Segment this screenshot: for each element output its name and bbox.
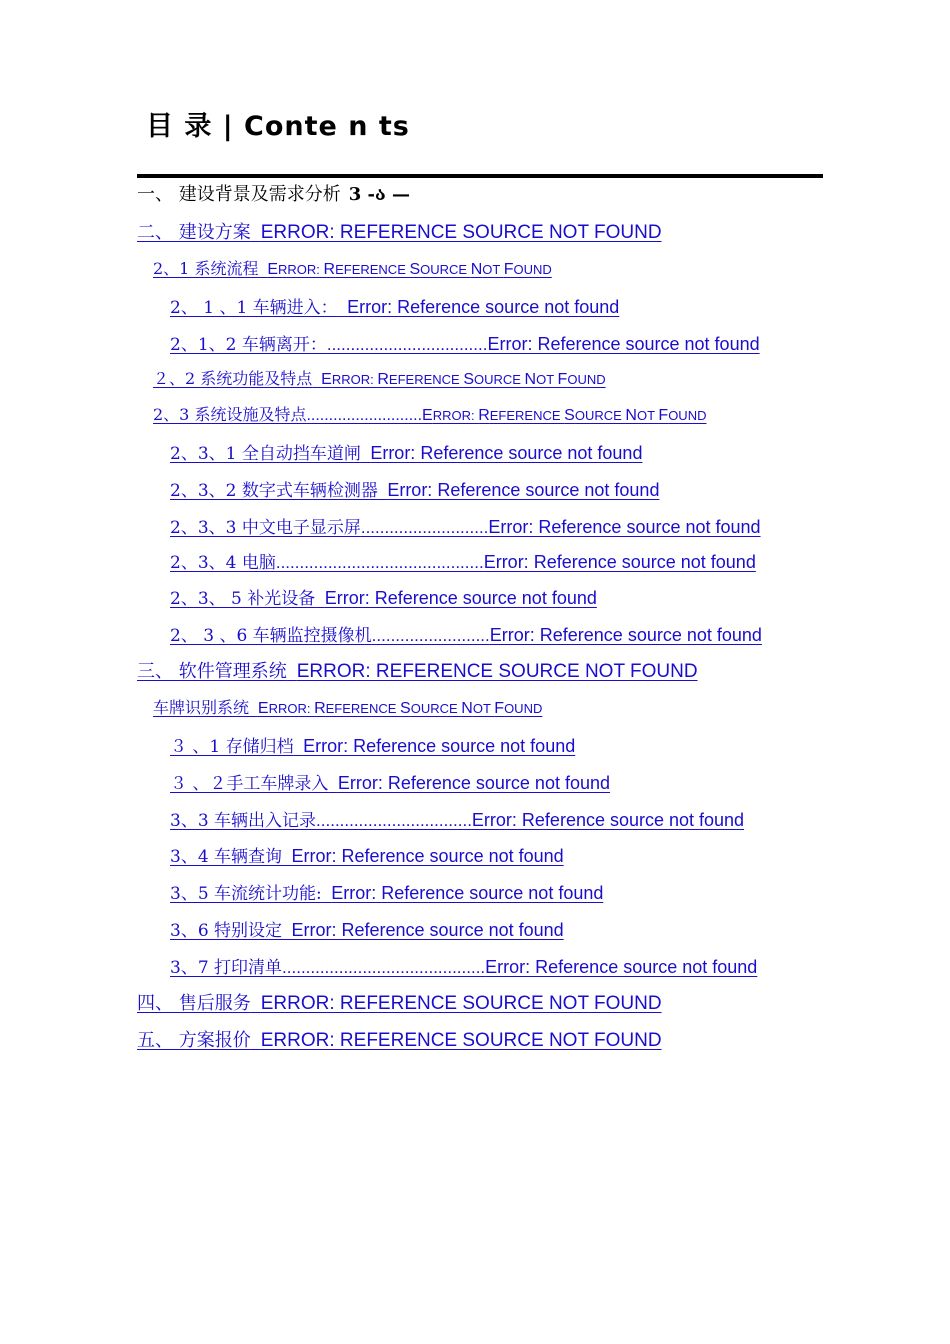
- toc-entry-label: 一、 建设背景及需求分析: [137, 184, 341, 205]
- toc-gap: [251, 993, 261, 1014]
- toc-entry-level-3[interactable]: [170, 879, 603, 904]
- toc-entry-level-2[interactable]: [153, 256, 552, 279]
- toc-entry-level-3[interactable]: [170, 769, 610, 794]
- toc-gap: [378, 481, 387, 501]
- toc-entry-label: ３ 、1 存储归档: [170, 737, 294, 757]
- toc-entry-label: ３ 、２手工车牌录入: [170, 774, 329, 794]
- toc-entry-page-reference: ERROR: REFERENCE SOURCE NOT FOUND: [296, 661, 698, 682]
- toc-entry-label: 四、 售后服务: [137, 993, 251, 1014]
- toc-entry-level-3[interactable]: [170, 548, 756, 573]
- toc-entry-level-3[interactable]: [170, 806, 744, 831]
- toc-entry-level-3[interactable]: [170, 842, 564, 867]
- toc-entry-label: 车牌识别系统: [153, 698, 250, 717]
- toc-entry-level-3[interactable]: [170, 330, 760, 355]
- toc-entry-page-reference: Error: Reference source not found: [291, 846, 564, 866]
- toc-leader-dots: ...........................................: [282, 958, 486, 977]
- toc-entry-page-reference: ERROR: REFERENCE SOURCE NOT FOUND: [260, 993, 662, 1014]
- toc-entry-page-reference: Error: Reference source not found: [487, 334, 760, 354]
- toc-entry-label: 2、3、1 全自动挡车道闸: [170, 444, 361, 464]
- toc-entry-page-reference: ERROR: REFERENCE SOURCE NOT FOUND: [321, 371, 606, 388]
- toc-entry-label: 3、7 打印清单: [170, 958, 283, 978]
- toc-entry-label: 2、 3 、6 车辆监控摄像机: [170, 626, 372, 646]
- toc-entry-level-2[interactable]: [153, 695, 542, 718]
- toc-entry-page-reference: Error: Reference source not found: [489, 625, 762, 645]
- toc-leader-dots: ..........................: [306, 407, 423, 424]
- toc-entry-label: 五、 方案报价: [137, 1030, 251, 1051]
- toc-leader-dots: ..................................: [326, 335, 488, 354]
- toc-entry-label: 2、1 系统流程: [153, 259, 259, 278]
- toc-entry-level-3[interactable]: [170, 476, 659, 501]
- toc-entry-page-reference: Error: Reference source not found: [370, 443, 643, 463]
- toc-entry-label: 2、3 系统设施及特点: [153, 405, 307, 424]
- toc-entry-page-reference: ERROR: REFERENCE SOURCE NOT FOUND: [260, 1030, 662, 1051]
- toc-gap: [251, 222, 261, 243]
- toc-entry-level-3[interactable]: [170, 584, 597, 609]
- toc-entry-label: 2、3、4 电脑: [170, 553, 276, 573]
- toc-entry-label: 二、 建设方案: [137, 222, 251, 243]
- toc-gap: [338, 298, 347, 318]
- toc-gap: [328, 774, 337, 794]
- toc-entry-level-3[interactable]: [170, 953, 757, 978]
- toc-entry-label: 3、3 车辆出入记录: [170, 811, 317, 831]
- toc-entry-level-3[interactable]: [170, 513, 761, 538]
- toc-gap: [251, 1030, 261, 1051]
- toc-entry-level-1[interactable]: [137, 218, 662, 244]
- toc-gap: [312, 371, 321, 389]
- toc-entry-level-3[interactable]: [170, 732, 575, 757]
- toc-gap: [249, 700, 258, 718]
- toc-entry-page-reference: Error: Reference source not found: [291, 920, 564, 940]
- toc-entry-page-reference: Error: Reference source not found: [324, 588, 597, 608]
- toc-entry-label: 2、3、 5 补光设备: [170, 589, 316, 609]
- toc-entry-page-reference: Error: Reference source not found: [387, 480, 660, 500]
- toc-gap: [287, 661, 297, 682]
- toc-entry-label: 3、5 车流统计功能:: [170, 884, 322, 904]
- toc-gap: [322, 884, 331, 904]
- toc-entry-label: 2、3、3 中文电子显示屏: [170, 518, 361, 538]
- toc-entry-label: 3、6 特别设定: [170, 921, 283, 941]
- toc-entry-page-reference: Error: Reference source not found: [331, 883, 604, 903]
- toc-leader-dots: .........................: [371, 626, 490, 645]
- toc-entry-level-3[interactable]: [170, 293, 619, 318]
- toc-entry-page-reference: Error: Reference source not found: [485, 957, 758, 977]
- toc-entry-level-1[interactable]: [137, 989, 662, 1015]
- toc-gap: [315, 589, 324, 609]
- toc-entry-level-3[interactable]: [170, 916, 564, 941]
- page-title: 目 录 | Conte n ts: [146, 111, 410, 142]
- toc-gap: [294, 737, 303, 757]
- toc-gap: [282, 921, 291, 941]
- toc-entry-page-reference: Error: Reference source not found: [488, 517, 761, 537]
- toc-entry-page-reference: Error: Reference source not found: [347, 297, 620, 317]
- toc-gap: [258, 261, 267, 279]
- toc-leader-dots: ............................................: [275, 553, 484, 572]
- toc-entry-level-2[interactable]: [153, 366, 606, 389]
- toc-entry-level-1[interactable]: [137, 657, 698, 683]
- toc-gap: [282, 847, 291, 867]
- toc-entry-page-reference: ERROR: REFERENCE SOURCE NOT FOUND: [267, 261, 552, 278]
- title-rule: [137, 174, 823, 178]
- toc-entry-page-reference: Error: Reference source not found: [483, 552, 756, 572]
- toc-gap: [361, 444, 370, 464]
- toc-entry-label: 2、3、2 数字式车辆检测器: [170, 481, 378, 501]
- toc-leader-dots: .................................: [316, 811, 472, 830]
- toc-entry-label: 2、1、2 车辆离开：: [170, 335, 327, 355]
- toc-entry-page-reference: Error: Reference source not found: [471, 810, 745, 830]
- toc-entry-level-3[interactable]: [170, 621, 762, 646]
- toc-entry-page-reference: Error: Reference source not found: [337, 773, 611, 793]
- toc-entry-level-1: [137, 180, 410, 206]
- toc-entry-page-reference: ERROR: REFERENCE SOURCE NOT FOUND: [257, 700, 543, 717]
- toc-entry-label: ２、2 系统功能及特点: [153, 369, 313, 388]
- toc-entry-page-number: 3 -ა —: [348, 184, 410, 205]
- toc-entry-level-1[interactable]: [137, 1026, 662, 1052]
- toc-entry-label: 2、 1 、1 车辆进入：: [170, 298, 338, 318]
- toc-leader-dots: ...........................: [360, 518, 489, 537]
- toc-entry-page-reference: ERROR: REFERENCE SOURCE NOT FOUND: [260, 222, 662, 243]
- toc-entry-page-reference: ERROR: REFERENCE SOURCE NOT FOUND: [422, 407, 707, 424]
- toc-entry-level-2[interactable]: [153, 402, 706, 425]
- toc-entry-label: 三、 软件管理系统: [137, 661, 287, 682]
- toc-entry-page-reference: Error: Reference source not found: [303, 736, 576, 756]
- toc-entry-level-3[interactable]: [170, 439, 642, 464]
- toc-entry-label: 3、4 车辆查询: [170, 847, 283, 867]
